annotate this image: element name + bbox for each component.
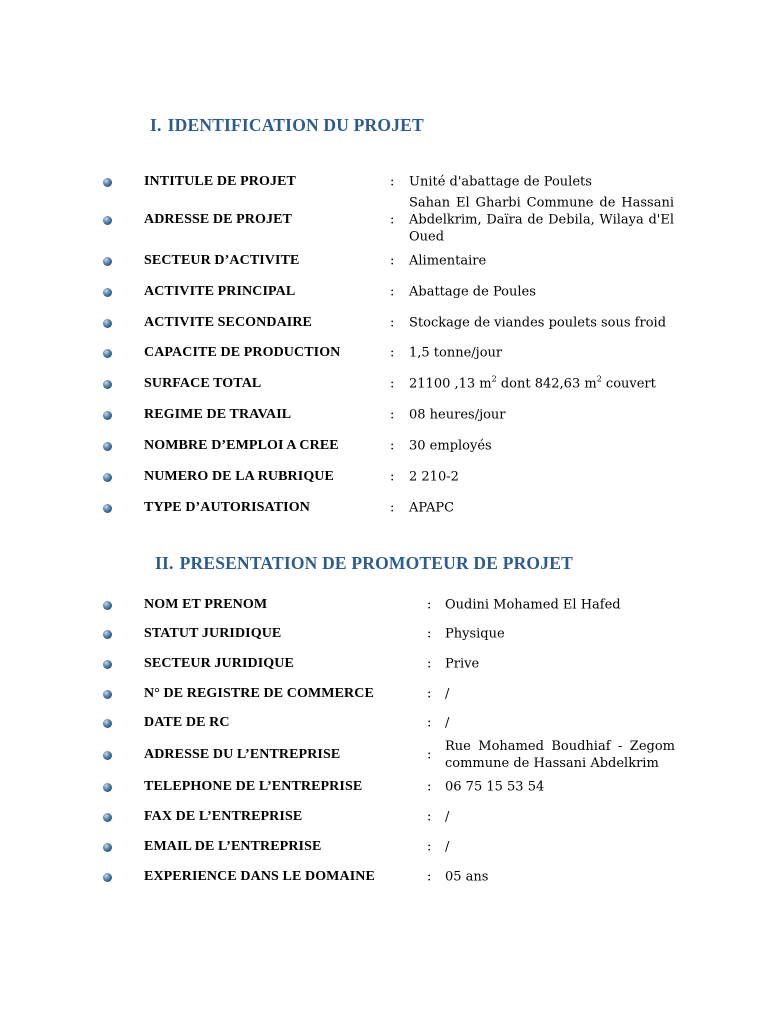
- field-value: /: [445, 809, 450, 825]
- colon: :: [390, 376, 395, 392]
- field-label: TYPE D’AUTORISATION: [144, 500, 310, 515]
- bullet-icon: [103, 873, 112, 882]
- field-value: Sahan El Gharbi Commune de Hassani Abdelkrim, Daïra de Debila, Wilaya d'El Oued: [409, 195, 674, 245]
- field-value: 08 heures/jour: [409, 407, 506, 423]
- field-label: SECTEUR D’ACTIVITE: [144, 253, 300, 268]
- colon: :: [427, 839, 432, 855]
- bullet-icon: [103, 630, 112, 639]
- colon: :: [390, 253, 395, 269]
- colon: :: [427, 626, 432, 642]
- field-value-surface: [409, 376, 674, 393]
- colon: :: [390, 407, 395, 423]
- section2-title: PRESENTATION DE PROMOTEUR DE PROJET: [179, 553, 573, 573]
- list-item: [100, 437, 680, 455]
- bullet-icon: [103, 660, 112, 669]
- field-label: SECTEUR JURIDIQUE: [144, 656, 294, 671]
- bullet-icon: [103, 319, 112, 328]
- superscript: 2: [491, 374, 497, 384]
- field-value: Physique: [445, 626, 505, 642]
- bullet-icon: [103, 601, 112, 610]
- list-item: [100, 375, 680, 393]
- field-value: Abattage de Poules: [409, 284, 536, 300]
- section1-title: IDENTIFICATION DU PROJET: [167, 115, 424, 135]
- field-value: /: [445, 715, 450, 731]
- colon: :: [427, 809, 432, 825]
- surface-covered-label: couvert: [601, 376, 656, 392]
- field-label: SURFACE TOTAL: [144, 376, 262, 391]
- bullet-icon: [103, 442, 112, 451]
- list-item: [100, 685, 680, 703]
- list-item: [100, 808, 680, 826]
- field-label: ADRESSE DE PROJET: [144, 212, 292, 227]
- colon: :: [390, 500, 395, 516]
- list-item: [100, 499, 680, 517]
- list-item: [100, 737, 680, 773]
- field-value: 06 75 15 53 54: [445, 779, 545, 795]
- colon: :: [427, 597, 432, 613]
- bullet-icon: [103, 257, 112, 266]
- section2-heading: [155, 553, 573, 574]
- colon: :: [390, 284, 395, 300]
- field-label: EMAIL DE L’ENTREPRISE: [144, 839, 322, 854]
- bullet-icon: [103, 473, 112, 482]
- field-value: APAPC: [409, 500, 455, 516]
- list-item: [100, 193, 680, 247]
- bullet-icon: [103, 783, 112, 792]
- list-item: [100, 714, 680, 732]
- bullet-icon: [103, 813, 112, 822]
- colon: :: [427, 869, 432, 885]
- field-label: CAPACITE DE PRODUCTION: [144, 345, 341, 360]
- colon: :: [427, 715, 432, 731]
- list-item: [100, 838, 680, 856]
- list-item: [100, 778, 680, 796]
- field-label: STATUT JURIDIQUE: [144, 626, 282, 641]
- field-label: EXPERIENCE DANS LE DOMAINE: [144, 869, 375, 884]
- field-label: NOM ET PRENOM: [144, 597, 268, 612]
- bullet-icon: [103, 411, 112, 420]
- field-label: ACTIVITE SECONDAIRE: [144, 315, 312, 330]
- field-label: NUMERO DE LA RUBRIQUE: [144, 469, 334, 484]
- list-item: [100, 625, 680, 643]
- bullet-icon: [103, 349, 112, 358]
- list-item: [100, 314, 680, 332]
- field-value: 2 210-2: [409, 469, 459, 485]
- list-item: [100, 283, 680, 301]
- colon: :: [390, 469, 395, 485]
- field-label: ACTIVITE PRINCIPAL: [144, 284, 296, 299]
- colon: :: [427, 779, 432, 795]
- section1-number: I.: [150, 115, 162, 135]
- list-item: [100, 252, 680, 270]
- field-value: Rue Mohamed Boudhiaf - Zegom commune de Hassani Abdelkrim: [445, 739, 675, 771]
- field-label: TELEPHONE DE L’ENTREPRISE: [144, 779, 363, 794]
- surface-total-number: 21100 ,13 m: [409, 376, 492, 392]
- field-value: Oudini Mohamed El Hafed: [445, 597, 621, 613]
- field-value: 30 employés: [409, 438, 492, 454]
- bullet-icon: [103, 751, 112, 760]
- list-item: [100, 868, 680, 886]
- field-label: ADRESSE DU L’ENTREPRISE: [144, 747, 341, 762]
- colon: :: [390, 345, 395, 361]
- field-value: 1,5 tonne/jour: [409, 345, 503, 361]
- bullet-icon: [103, 719, 112, 728]
- colon: :: [390, 438, 395, 454]
- field-value: /: [445, 686, 450, 702]
- list-item: [100, 596, 680, 614]
- field-label: NOMBRE D’EMPLOI A CREE: [144, 438, 339, 453]
- bullet-icon: [103, 216, 112, 225]
- section1-heading: [150, 115, 424, 136]
- bullet-icon: [103, 504, 112, 513]
- superscript: 2: [596, 374, 602, 384]
- field-value: Alimentaire: [409, 253, 487, 269]
- colon: :: [427, 656, 432, 672]
- field-value: /: [445, 839, 450, 855]
- colon: :: [427, 686, 432, 702]
- bullet-icon: [103, 178, 112, 187]
- surface-covered-number: dont 842,63 m: [496, 376, 597, 392]
- bullet-icon: [103, 690, 112, 699]
- list-item: [100, 655, 680, 673]
- colon: :: [427, 747, 432, 763]
- field-label: N° DE REGISTRE DE COMMERCE: [144, 686, 374, 701]
- colon: :: [390, 174, 395, 190]
- field-value: Unité d'abattage de Poulets: [409, 174, 592, 190]
- field-value: Prive: [445, 656, 480, 672]
- section2-number: II.: [155, 553, 174, 573]
- list-item: [100, 468, 680, 486]
- field-label: DATE DE RC: [144, 715, 230, 730]
- field-value: Stockage de viandes poulets sous froid: [409, 315, 667, 331]
- colon: :: [390, 212, 395, 228]
- bullet-icon: [103, 843, 112, 852]
- field-label: REGIME DE TRAVAIL: [144, 407, 292, 422]
- field-label: FAX DE L’ENTREPRISE: [144, 809, 303, 824]
- bullet-icon: [103, 288, 112, 297]
- list-item: [100, 406, 680, 424]
- bullet-icon: [103, 380, 112, 389]
- field-label: INTITULE DE PROJET: [144, 174, 296, 189]
- list-item: [100, 344, 680, 362]
- list-item: [100, 173, 680, 191]
- colon: :: [390, 315, 395, 331]
- field-value: 05 ans: [445, 869, 489, 885]
